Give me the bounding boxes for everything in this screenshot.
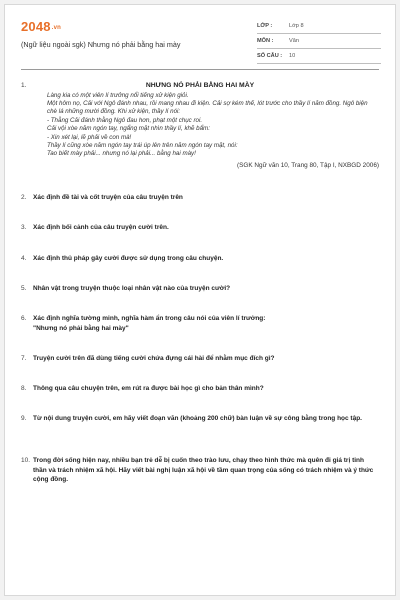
passage-line: Một hôm nọ, Cải với Ngô đánh nhau, rồi mang nhau đi kiện. Cải sợ kém thế, lót trước cho thầy lí năm đồng. Ngô biện chè lá những mười đồng. Khi xử kiện, thầy lí nói: (47, 100, 368, 116)
passage-line: Tao biết mày phải... nhưng nó lại phải... bằng hai mày! (47, 150, 196, 158)
question-number: 9. (21, 415, 27, 422)
header-divider (21, 69, 379, 70)
meta-value: 10 (289, 53, 296, 59)
question-2 (21, 193, 379, 203)
question-number: 3. (21, 224, 27, 231)
question-number: 10. (21, 457, 31, 464)
passage-line: - Xin xét lại, lẽ phải về con mà! (47, 133, 132, 141)
passage-line: Làng kia có một viên lí trưởng nổi tiếng xử kiện giỏi. (47, 91, 189, 99)
question-text: Truyện cười trên đã dùng tiếng cười chứa đựng cái hài để nhằm mục đích gì? (33, 355, 275, 362)
question-text: Xác định nghĩa tường minh, nghĩa hàm ẩn trong câu nói của viên lí trưởng: (33, 315, 266, 322)
question-number: 6. (21, 315, 27, 322)
passage-line: Thầy lí cũng xòe năm ngón tay trái úp lên trên năm ngón tay mặt, nói: (47, 142, 238, 150)
question-number: 5. (21, 285, 27, 292)
question-8 (21, 384, 379, 394)
question-4 (21, 254, 379, 264)
meta-table (257, 19, 381, 64)
question-text: Xác định đề tài và cốt truyện của câu truyện trên (33, 194, 183, 201)
meta-value: Lớp 8 (289, 23, 304, 29)
meta-value: Văn (289, 38, 299, 44)
question-quote: "Nhưng nó phải bằng hai mày" (33, 324, 129, 332)
question-text: Trong đời sống hiện nay, nhiều bạn trẻ dễ bị cuốn theo trào lưu, chạy theo hình thức mà quên đi giá trị tinh thần và trách nhiệm xã hội. Hãy viết bài nghị luận xã hội về tầm quan trọng của sống có trách nhiệm và ý thức cộng đồng. (33, 457, 374, 484)
question-text: Xác định bối cảnh của câu truyện cười trên. (33, 224, 169, 231)
logo-main: 2048 (21, 19, 51, 34)
site-logo[interactable] (21, 19, 61, 34)
question-9 (21, 414, 379, 424)
logo-tld: .vn (51, 25, 62, 31)
meta-row-class (257, 19, 381, 34)
question-text: Xác định thủ pháp gây cười được sử dụng trong câu chuyện. (33, 255, 224, 262)
question-text: Từ nội dung truyện cười, em hãy viết đoạn văn (khoảng 200 chữ) bàn luận về sự công bằng trong học tập. (33, 415, 362, 422)
question-1-passage (21, 81, 379, 170)
question-number: 7. (21, 355, 27, 362)
question-text: Thông qua câu chuyện trên, em rút ra được bài học gì cho bản thân mình? (33, 385, 264, 392)
passage-line: - Thằng Cải đánh thằng Ngô đau hơn, phạt một chục roi. (47, 116, 203, 124)
subject-title: (Ngữ liệu ngoài sgk) Nhưng nó phải bằng hai mày (21, 40, 181, 49)
worksheet-page (4, 4, 396, 596)
passage-line: Cải vội xòe năm ngón tay, ngẩng mặt nhìn thầy lí, khẽ bẩm: (47, 125, 210, 133)
meta-key: MÔN : (257, 38, 274, 44)
question-number: 1. (21, 82, 27, 89)
question-5 (21, 284, 379, 294)
passage-source: (SGK Ngữ văn 10, Trang 80, Tập I, NXBGD 2006) (237, 161, 379, 169)
meta-row-subject (257, 34, 381, 49)
passage-title: NHƯNG NÓ PHẢI BẰNG HAI MÀY (145, 82, 255, 89)
question-text: Nhân vật trong truyện thuộc loại nhân vật nào của truyện cười? (33, 285, 231, 292)
meta-key: LỚP : (257, 23, 273, 29)
question-7 (21, 354, 379, 364)
question-10 (21, 456, 379, 485)
question-6 (21, 314, 379, 333)
question-number: 4. (21, 255, 27, 262)
meta-row-count (257, 49, 381, 64)
question-number: 2. (21, 194, 27, 201)
question-number: 8. (21, 385, 27, 392)
meta-key: SỐ CÂU : (257, 53, 283, 59)
question-3 (21, 223, 379, 233)
